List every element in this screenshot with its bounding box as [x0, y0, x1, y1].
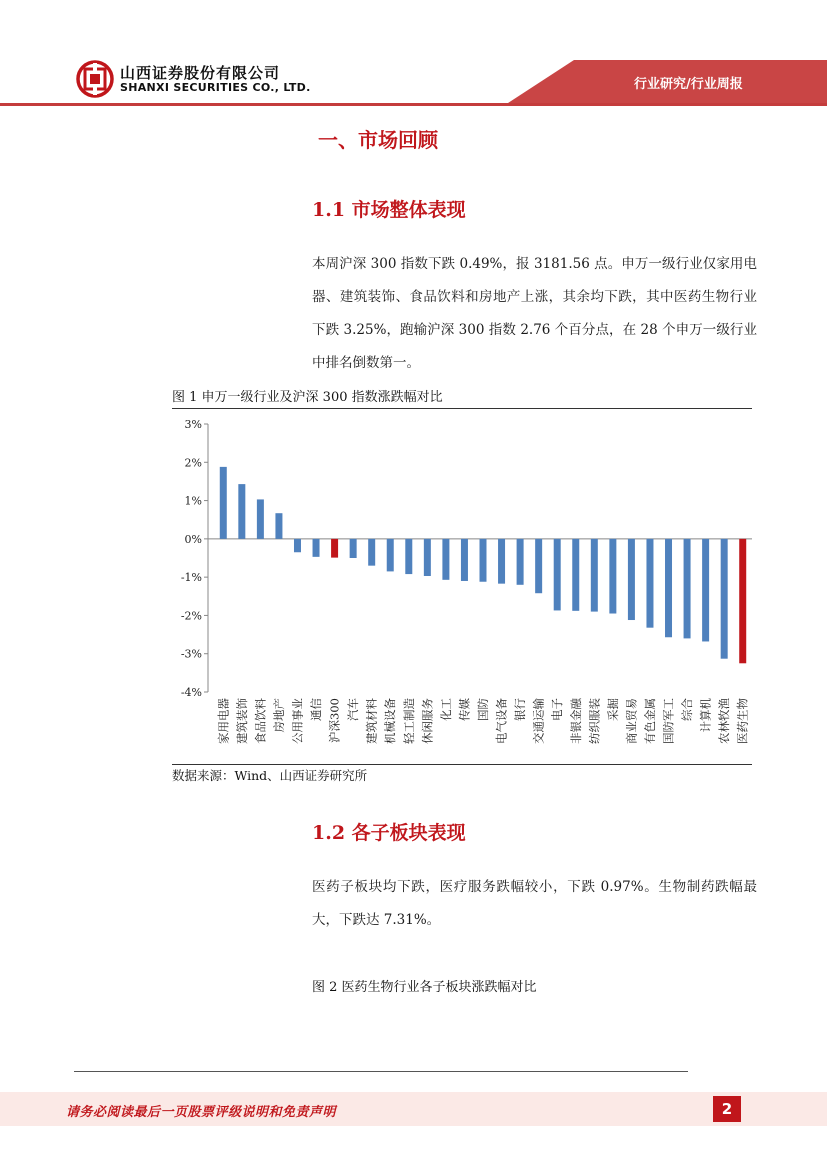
x-tick-label: 轻工制造 — [401, 698, 416, 744]
page-number: 2 — [713, 1096, 741, 1122]
x-tick-label: 有色金属 — [642, 698, 657, 744]
figure1-top-rule — [172, 408, 752, 409]
figure1-bottom-rule — [172, 764, 752, 765]
bar-16 — [498, 539, 505, 584]
bar-12 — [424, 539, 431, 576]
y-tick-label: -3% — [180, 647, 202, 661]
header-divider — [0, 103, 827, 106]
bar-6 — [313, 539, 320, 557]
bar-11 — [405, 539, 412, 574]
bar-25 — [665, 539, 672, 637]
x-tick-label: 国防军工 — [661, 698, 676, 744]
figure2-caption: 图 2 医药生物行业各子板块涨跌幅对比 — [312, 980, 537, 995]
bar-26 — [684, 539, 691, 639]
x-tick-label: 非银金融 — [568, 698, 583, 744]
y-tick-label: 0% — [184, 532, 202, 546]
x-tick-label: 汽车 — [346, 698, 361, 721]
page-header — [0, 0, 827, 112]
x-tick-label: 化工 — [438, 698, 453, 721]
x-tick-label: 建筑装饰 — [234, 698, 249, 744]
subsection-title-market-overall: 1.1 市场整体表现 — [312, 199, 466, 221]
x-tick-label: 休闲服务 — [420, 698, 435, 744]
bar-8 — [350, 539, 357, 558]
industry-return-bar-chart — [172, 412, 752, 764]
y-tick-label: -4% — [180, 686, 202, 699]
x-tick-label: 计算机 — [698, 698, 713, 733]
report-type-label: 行业研究/行业周报 — [634, 77, 743, 92]
report-tag-banner — [0, 0, 827, 112]
bar-9 — [368, 539, 375, 566]
bar-27 — [702, 539, 709, 642]
x-tick-label: 家用电器 — [216, 698, 231, 744]
footer-disclaimer: 请务必阅读最后一页股票评级说明和免责声明 — [66, 1105, 337, 1120]
x-tick-label: 纺织服装 — [587, 698, 602, 744]
y-tick-label: 2% — [184, 456, 202, 470]
x-tick-label: 综合 — [680, 698, 695, 721]
x-tick-label: 食品饮料 — [253, 698, 268, 744]
x-tick-label: 采掘 — [605, 698, 620, 721]
bar-17 — [517, 539, 524, 585]
x-tick-label: 通信 — [309, 698, 324, 721]
x-tick-label: 房地产 — [271, 698, 286, 733]
bar-21 — [591, 539, 598, 612]
bar-5 — [294, 539, 301, 552]
bar-24 — [646, 539, 653, 628]
x-tick-label: 电子 — [550, 698, 565, 721]
paragraph-subsectors: 医药子板块均下跌，医疗服务跌幅较小，下跌 0.97%。生物制药跌幅最大，下跌达 7.31%。 — [312, 879, 757, 928]
subsection-title-subsectors: 1.2 各子板块表现 — [312, 822, 466, 844]
bar-10 — [387, 539, 394, 572]
y-tick-label: -2% — [180, 609, 202, 623]
figure1-source: 数据来源：Wind、山西证券研究所 — [172, 768, 368, 783]
x-tick-label: 沪深300 — [327, 698, 342, 743]
bar-4 — [275, 513, 282, 539]
company-name-en: SHANXI SECURITIES CO., LTD. — [120, 81, 311, 94]
bar-7 — [331, 539, 338, 558]
x-tick-label: 公用事业 — [290, 698, 305, 744]
figure1-caption: 图 1 申万一级行业及沪深 300 指数涨跌幅对比 — [172, 390, 443, 405]
bar-2 — [238, 484, 245, 539]
bar-20 — [572, 539, 579, 611]
bar-15 — [480, 539, 487, 582]
y-tick-label: -1% — [180, 571, 202, 585]
bar-13 — [442, 539, 449, 580]
bar-19 — [554, 539, 561, 611]
bar-18 — [535, 539, 542, 593]
footer-divider — [74, 1071, 688, 1072]
x-tick-label: 商业贸易 — [624, 698, 639, 744]
bar-1 — [220, 467, 227, 539]
y-tick-label: 3% — [184, 418, 202, 431]
x-tick-label: 国防 — [476, 698, 490, 721]
x-tick-label: 医药生物 — [735, 698, 750, 744]
x-tick-label: 机械设备 — [383, 698, 398, 744]
y-tick-label: 1% — [184, 494, 202, 508]
x-tick-label: 建筑材料 — [364, 698, 379, 744]
x-tick-label: 交通运输 — [531, 698, 546, 744]
x-tick-label: 电气设备 — [494, 698, 509, 744]
x-tick-label: 银行 — [513, 698, 528, 721]
x-tick-label: 传媒 — [457, 698, 472, 721]
section-title: 一、市场回顾 — [318, 128, 438, 152]
bar-29 — [739, 539, 746, 663]
bar-3 — [257, 499, 264, 538]
x-tick-label: 农林牧渔 — [717, 698, 732, 744]
company-name-cn: 山西证券股份有限公司 — [120, 64, 281, 82]
bar-14 — [461, 539, 468, 581]
bar-28 — [721, 539, 728, 659]
paragraph-market-overall: 本周沪深 300 指数下跌 0.49%，报 3181.56 点。申万一级行业仅家用电器、建筑装饰、食品饮料和房地产上涨，其余均下跌，其中医药生物行业下跌 3.25%，跑输沪深 300 指数 2.76 个百分点，在 28 个申万一级行业中排名倒数第一。 — [312, 256, 757, 371]
shanxi-securities-logo-icon — [76, 60, 114, 98]
bar-23 — [628, 539, 635, 620]
bar-22 — [609, 539, 616, 614]
